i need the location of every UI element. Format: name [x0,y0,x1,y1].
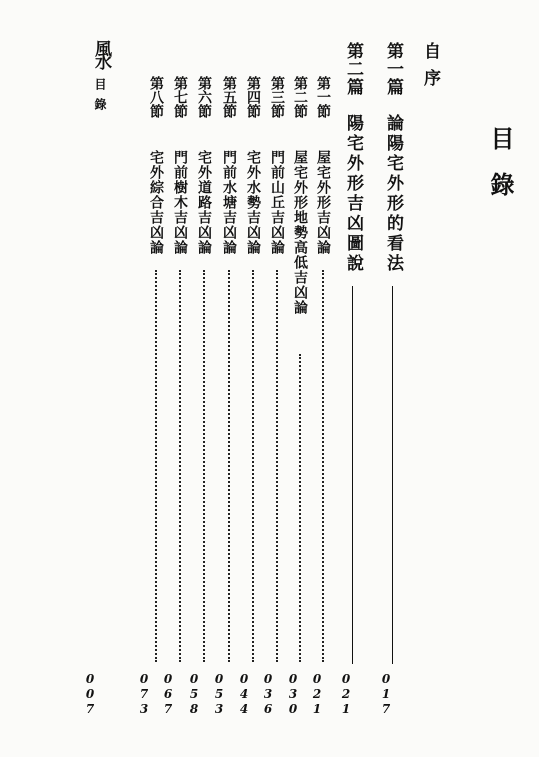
section-2-title: 屋宅外形地勢高低吉凶論 [292,150,308,315]
running-head-page: 007 [83,672,97,717]
section-5-label: 第五節 [221,76,237,118]
running-head-logo: 風水 [91,40,111,66]
section-8-leader [155,270,157,662]
running-head-label: 目錄 [93,78,107,118]
part-2-page: 021 [339,672,353,717]
section-7-leader [179,270,181,662]
section-2-leader [299,354,301,662]
part-1-title: 論陽宅外形的看法 [383,114,403,274]
part-1-label: 第一篇 [383,42,403,96]
section-7-page: 067 [161,672,175,717]
section-3-leader [276,270,278,662]
preface-title: 自序 [420,42,440,96]
section-8-page: 073 [137,672,151,717]
section-1-page: 021 [310,672,324,717]
section-8-title: 宅外綜合吉凶論 [148,150,164,255]
section-5-leader [228,270,230,662]
section-4-label: 第四節 [245,76,261,118]
section-2-label: 第二節 [292,76,308,118]
section-1-title: 屋宅外形吉凶論 [315,150,331,255]
section-5-page: 053 [212,672,226,717]
section-4-leader [252,270,254,662]
part-1-page: 017 [379,672,393,717]
section-5-title: 門前水塘吉凶論 [221,150,237,255]
section-3-label: 第三節 [269,76,285,118]
part-2-title: 陽宅外形吉凶圖說 [343,114,363,274]
section-6-leader [203,270,205,662]
section-6-page: 058 [187,672,201,717]
part-2-label: 第二篇 [343,42,363,96]
section-8-label: 第八節 [148,76,164,118]
section-7-label: 第七節 [172,76,188,118]
section-4-title: 宅外水勢吉凶論 [245,150,261,255]
page-title: 目錄 [486,126,515,218]
section-2-page: 030 [286,672,300,717]
section-3-page: 036 [261,672,275,717]
section-7-title: 門前樹木吉凶論 [172,150,188,255]
section-1-label: 第一節 [315,76,331,118]
section-6-label: 第六節 [196,76,212,118]
section-6-title: 宅外道路吉凶論 [196,150,212,255]
section-1-leader [322,270,324,662]
part-1-leader [392,286,393,664]
section-4-page: 044 [237,672,251,717]
part-2-leader [352,286,353,664]
section-3-title: 門前山丘吉凶論 [269,150,285,255]
